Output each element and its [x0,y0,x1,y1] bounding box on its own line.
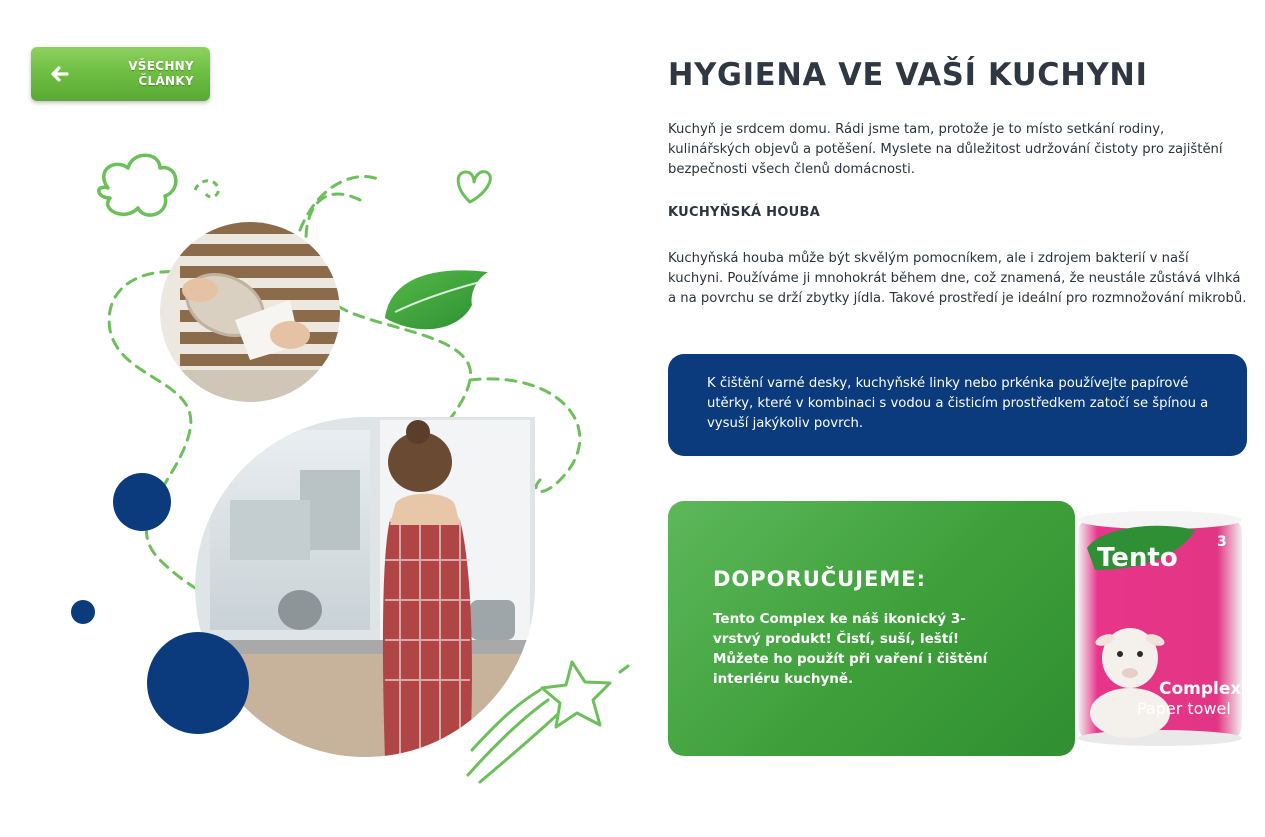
section-heading: KUCHYŇSKÁ HOUBA [668,205,821,220]
heart-doodle-icon [458,172,490,202]
product-name: Complex [1159,679,1242,699]
girl-at-sink-photo [190,410,550,770]
all-articles-label-line1: VŠECHNY [128,59,194,73]
product-brand: Tento [1097,543,1178,573]
tento-complex-product-image [1075,508,1245,748]
blue-dot-xl [147,632,249,734]
blue-dot-large [113,473,171,531]
article-intro: Kuchyň je srdcem domu. Rádi jsme tam, protože je to místo setkání rodiny, kulinářských objevů a potěšení. Myslete na důležitost udržování čistoty pro zajištění bezpečnosti všech členů domácnosti. [668,122,1223,177]
blue-dot-small [71,600,95,624]
tip-text: K čištění varné desky, kuchyňské linky nebo prkénka používejte papírové utěrky, které v kombinaci s vodou a čisticím prostředkem zatočí se špínou a vysuší jakýkoliv povrch. [707,376,1209,431]
all-articles-label-line2: ČLÁNKY [138,74,194,88]
green-leaf-icon [385,270,488,329]
tip-box [668,354,1247,456]
section-text: Kuchyňská houba může být skvělým pomocníkem, ale i zdrojem bakterií v naší kuchyni. Používáme ji mnohokrát během dne, což znamená, že neustále zůstává vlhká a na povrchu se drží zbytky jídla. Takové prostředí je ideální pro rozmnožování mikrobů. [668,251,1247,306]
recommendation-title: DOPORUČUJEME: [713,567,927,591]
recommendation-text: Tento Complex ke náš ikonický 3-vrstvý produkt! Čistí, suší, leští! Můžete ho použít při vaření i čištění interiéru kuchyně. [713,611,988,687]
article-title: HYGIENA VE VAŠÍ KUCHYNI [668,57,1148,93]
product-layers: 3 [1217,534,1227,550]
recommendation-box [668,501,1075,756]
product-subtitle: Paper towel [1137,699,1231,718]
dishwashing-photo [150,212,350,420]
cloud-doodle-icon [99,155,176,215]
